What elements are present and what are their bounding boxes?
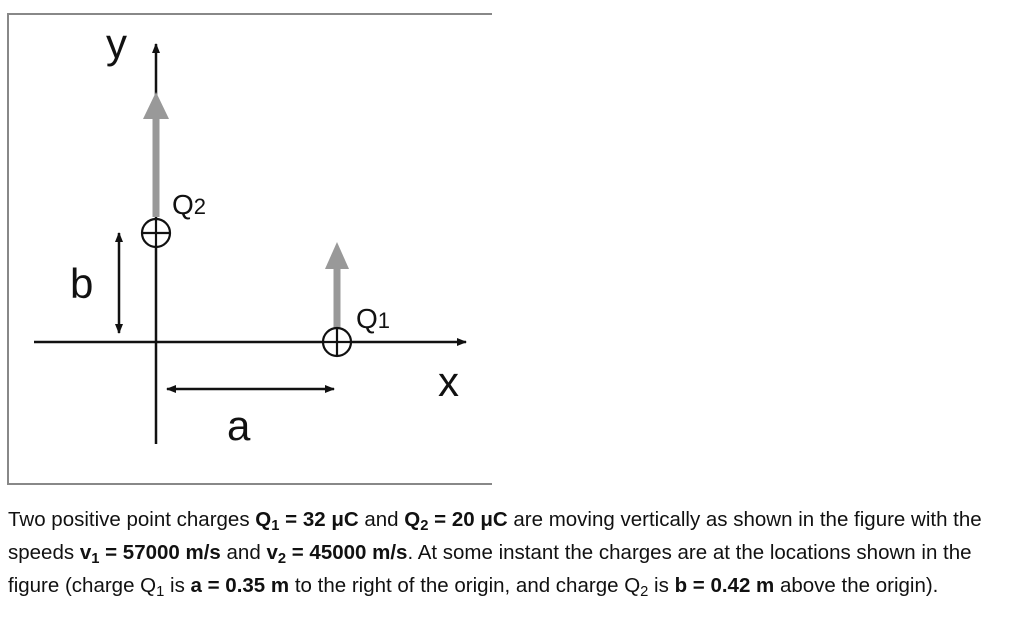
y-axis-label: y xyxy=(106,20,127,67)
q2-velocity-arrow xyxy=(143,92,169,217)
b-value: b = 0.42 m xyxy=(674,574,775,597)
charges-figure xyxy=(0,0,500,492)
a-label: a xyxy=(227,402,251,449)
b-label: b xyxy=(70,260,94,307)
q2-value: $Q_2 = 20$ μC xyxy=(404,508,508,535)
q1-value: $Q_1 = 32$ μC xyxy=(255,508,359,535)
q2-charge-symbol xyxy=(142,219,170,247)
q1-charge-symbol xyxy=(323,328,351,356)
x-axis-label: x xyxy=(438,358,459,405)
text-s4: is xyxy=(164,574,191,597)
q2-label: Q2 xyxy=(172,189,207,220)
text-s5: to the right of the origin, and charge Q xyxy=(289,574,641,597)
text-s7: above the origin). xyxy=(774,574,939,597)
text-s2: are moving vertically as shown in the figure with the speeds xyxy=(8,508,982,564)
text-s6: is xyxy=(648,574,675,597)
text-s5-sub: 2 xyxy=(640,584,649,601)
text-and1: and xyxy=(358,508,405,531)
text-s1: Two positive point charges xyxy=(8,508,256,531)
problem-statement xyxy=(8,503,1020,602)
text-and2: and xyxy=(220,541,267,564)
text-s3-sub: 1 xyxy=(156,584,165,601)
q1-velocity-arrow xyxy=(325,242,349,327)
text-s3: . At some instant the charges are at the locations shown in the figure (charge Q xyxy=(8,541,972,597)
a-value: a = 0.35 m xyxy=(190,574,290,597)
q1-label: Q1 xyxy=(356,303,391,334)
v2-value: $v_2 = 45000$ m/s xyxy=(266,541,408,568)
v1-value: $v_1 = 57000$ m/s xyxy=(79,541,221,568)
